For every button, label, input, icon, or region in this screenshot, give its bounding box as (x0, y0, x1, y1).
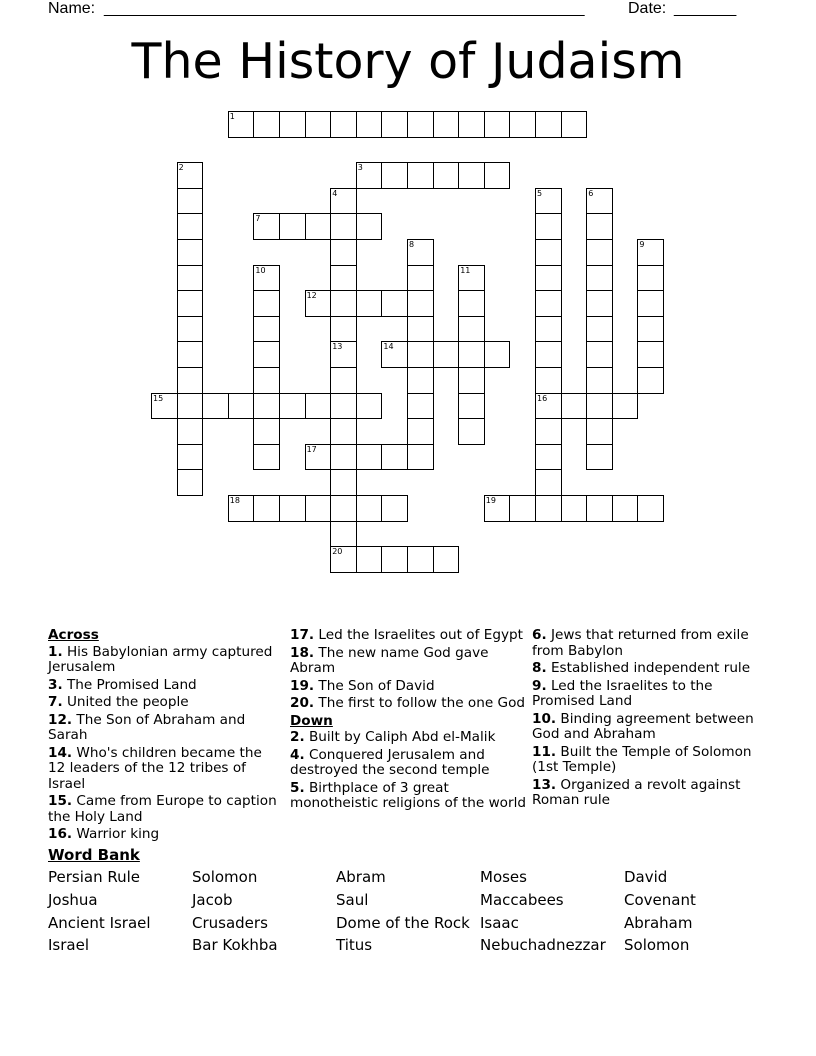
clue-text: Binding agreement between God and Abraham (532, 710, 754, 742)
crossword-cell[interactable] (279, 393, 306, 420)
clue-text: Built the Temple of Solomon (1st Temple) (532, 743, 752, 775)
crossword-cell[interactable] (279, 495, 306, 522)
crossword-cell[interactable] (356, 444, 383, 471)
crossword-cell[interactable] (330, 213, 357, 240)
clue-text: The first to follow the one God (318, 695, 526, 711)
crossword-cell[interactable] (509, 495, 536, 522)
crossword-cell[interactable] (535, 316, 562, 343)
crossword-cell[interactable] (228, 393, 255, 420)
clue-down-6 (532, 628, 762, 659)
crossword-cell[interactable] (381, 495, 408, 522)
clue-number-label: 14 (383, 342, 394, 352)
crossword-cell[interactable] (381, 341, 408, 368)
crossword-cell[interactable] (305, 290, 332, 317)
crossword-cell[interactable] (356, 495, 383, 522)
clue-number-label: 18 (229, 496, 240, 505)
clue-number-label: 20 (332, 547, 343, 557)
clue-across-3 (48, 678, 280, 694)
crossword-cell[interactable] (381, 111, 408, 138)
clue-down-5 (290, 781, 526, 812)
name-label: Name: (48, 0, 96, 17)
crossword-cell[interactable] (407, 265, 434, 292)
clue-across-7 (48, 695, 280, 711)
crossword-cell[interactable] (279, 111, 306, 138)
crossword-cell[interactable] (433, 111, 460, 138)
crossword-cell[interactable] (330, 367, 357, 394)
clue-text: The Son of Abraham and Sarah (48, 711, 246, 743)
clue-number: 18. (290, 644, 315, 661)
crossword-cell[interactable] (458, 162, 485, 189)
word-bank-item: Solomon (192, 868, 258, 886)
crossword-cell[interactable] (407, 290, 434, 317)
crossword-cell[interactable] (177, 316, 204, 343)
crossword-cell[interactable] (433, 341, 460, 368)
clue-across-1 (48, 645, 280, 676)
clue-across-20 (290, 696, 526, 712)
crossword-cell[interactable] (330, 265, 357, 292)
crossword-cell[interactable] (253, 444, 280, 471)
clues-column-3 (532, 628, 762, 811)
clue-text: His Babylonian army captured Jerusalem (48, 643, 273, 675)
crossword-cell[interactable] (637, 239, 664, 266)
crossword-cell[interactable] (305, 495, 332, 522)
crossword-cell[interactable] (177, 162, 204, 189)
word-bank-item: Titus (336, 936, 373, 955)
crossword-cell[interactable] (305, 111, 332, 138)
crossword-cell[interactable] (535, 111, 562, 138)
word-bank-item: Crusaders (192, 913, 268, 932)
down-heading: Down (290, 712, 333, 729)
crossword-cell[interactable] (177, 290, 204, 317)
crossword-cell[interactable] (458, 367, 485, 394)
word-bank-item: Nebuchadnezzar (480, 936, 606, 955)
crossword-cell[interactable] (356, 111, 383, 138)
clue-number: 19. (290, 677, 315, 694)
clue-number-label: 5 (537, 188, 543, 198)
crossword-cell[interactable] (637, 495, 664, 522)
crossword-cell[interactable] (458, 316, 485, 343)
clue-number: 20. (290, 695, 315, 711)
crossword-cell[interactable] (253, 367, 280, 394)
crossword-cell[interactable] (561, 111, 588, 138)
crossword-cell[interactable] (228, 495, 255, 522)
crossword-cell[interactable] (356, 162, 383, 189)
word-bank-list (48, 868, 768, 955)
crossword-cell[interactable] (458, 341, 485, 368)
clue-text: Warrior king (76, 826, 160, 842)
crossword-cell[interactable] (253, 213, 280, 240)
crossword-cell[interactable] (356, 546, 383, 573)
clue-number: 13. (532, 776, 557, 793)
crossword-cell[interactable] (407, 444, 434, 471)
clue-text: Led the Israelites to the Promised Land (532, 677, 713, 709)
crossword-cell[interactable] (151, 393, 178, 420)
word-bank-item: David (624, 868, 668, 886)
crossword-cell[interactable] (637, 316, 664, 343)
crossword-cell[interactable] (586, 213, 613, 240)
crossword-cell[interactable] (586, 418, 613, 445)
crossword-cell[interactable] (407, 367, 434, 394)
crossword-cell[interactable] (407, 111, 434, 138)
crossword-cell[interactable] (330, 316, 357, 343)
clue-number: 14. (48, 744, 73, 761)
crossword-cell[interactable] (253, 341, 280, 368)
crossword-cell[interactable] (330, 290, 357, 317)
crossword-cell[interactable] (561, 393, 588, 420)
crossword-cell[interactable] (253, 393, 280, 420)
clues-column-2 (290, 628, 526, 814)
clue-text: United the people (66, 694, 189, 710)
crossword-cell[interactable] (177, 444, 204, 471)
crossword-cell[interactable] (330, 546, 357, 573)
crossword-cell[interactable] (637, 265, 664, 292)
crossword-cell[interactable] (586, 316, 613, 343)
word-bank-item: Moses (480, 868, 527, 886)
crossword-cell[interactable] (177, 341, 204, 368)
clue-number-label: 7 (255, 214, 261, 224)
clue-number-label: 17 (306, 444, 317, 454)
clue-number: 16. (48, 826, 73, 842)
clue-number-label: 10 (255, 265, 266, 275)
crossword-cell[interactable] (535, 239, 562, 266)
clue-number: 4. (290, 746, 305, 763)
clue-number-label: 15 (153, 393, 164, 403)
word-bank-item: Solomon (624, 936, 690, 955)
crossword-cell[interactable] (228, 111, 255, 138)
word-bank-item: Saul (336, 890, 369, 909)
clue-down-4 (290, 748, 526, 779)
clues-column-1 (48, 628, 280, 845)
word-bank-item: Bar Kokhba (192, 936, 278, 955)
clue-across-12 (48, 713, 280, 744)
crossword-cell[interactable] (535, 469, 562, 496)
clue-number-label: 19 (485, 496, 496, 505)
crossword-cell[interactable] (637, 290, 664, 317)
clue-text: Led the Israelites out of Egypt (318, 627, 523, 643)
crossword-cell[interactable] (433, 162, 460, 189)
crossword-cell[interactable] (535, 290, 562, 317)
crossword-cell[interactable] (177, 418, 204, 445)
clue-number: 7. (48, 694, 63, 710)
crossword-cell[interactable] (586, 444, 613, 471)
crossword-cell[interactable] (586, 290, 613, 317)
crossword-cell[interactable] (407, 418, 434, 445)
crossword-cell[interactable] (484, 341, 511, 368)
crossword-cell[interactable] (535, 265, 562, 292)
crossword-cell[interactable] (407, 393, 434, 420)
crossword-cell[interactable] (586, 188, 613, 215)
crossword-cell[interactable] (458, 393, 485, 420)
crossword-cell[interactable] (637, 341, 664, 368)
crossword-cell[interactable] (177, 239, 204, 266)
clue-number: 6. (532, 627, 547, 643)
crossword-cell[interactable] (177, 393, 204, 420)
clue-text: The Promised Land (66, 676, 197, 693)
clue-text: The new name God gave Abram (290, 644, 489, 676)
crossword-cell[interactable] (637, 367, 664, 394)
clue-across-19 (290, 679, 526, 695)
clue-number: 5. (290, 779, 305, 796)
across-heading: Across (48, 627, 99, 643)
crossword-cell[interactable] (177, 188, 204, 215)
crossword-cell[interactable] (253, 111, 280, 138)
crossword-cell[interactable] (484, 111, 511, 138)
word-bank-item: Jacob (192, 890, 233, 909)
crossword-cell[interactable] (305, 444, 332, 471)
crossword-cell[interactable] (535, 213, 562, 240)
clue-down-13 (532, 778, 762, 809)
word-bank-item: Isaac (480, 913, 519, 932)
word-bank-item: Ancient Israel (48, 913, 151, 932)
crossword-cell[interactable] (330, 418, 357, 445)
clue-number-label: 1 (229, 112, 235, 121)
crossword-cell[interactable] (535, 188, 562, 215)
clue-down-10 (532, 712, 762, 743)
clue-down-11 (532, 745, 762, 776)
clue-number-label: 6 (588, 188, 594, 198)
word-bank-item: Joshua (48, 890, 98, 909)
crossword-cell[interactable] (305, 393, 332, 420)
crossword-cell[interactable] (356, 393, 383, 420)
crossword-cell[interactable] (177, 367, 204, 394)
clue-across-14 (48, 746, 280, 793)
crossword-cell[interactable] (458, 111, 485, 138)
clue-number-label: 3 (357, 163, 363, 173)
crossword-cell[interactable] (561, 495, 588, 522)
clue-text: Organized a revolt against Roman rule (532, 776, 741, 808)
crossword-cell[interactable] (458, 290, 485, 317)
clue-text: Who's children became the 12 leaders of the 12 tribes of Israel (48, 744, 262, 792)
clue-number: 12. (48, 711, 73, 728)
clue-number-label: 12 (306, 291, 317, 301)
clue-text: Came from Europe to caption the Holy Land (48, 793, 277, 825)
crossword-cell[interactable] (586, 495, 613, 522)
crossword-cell[interactable] (612, 393, 639, 420)
crossword-cell[interactable] (177, 469, 204, 496)
crossword-cell[interactable] (407, 316, 434, 343)
word-bank-item: Maccabees (480, 890, 564, 909)
clue-text: Built by Caliph Abd el-Malik (308, 729, 496, 745)
clue-number: 8. (532, 660, 547, 676)
crossword-cell[interactable] (586, 239, 613, 266)
clue-number: 9. (532, 677, 547, 694)
crossword-cell[interactable] (305, 213, 332, 240)
crossword-cell[interactable] (330, 111, 357, 138)
crossword-cell[interactable] (253, 265, 280, 292)
clue-text: Jews that returned from exile from Babylon (532, 627, 749, 659)
clue-text: Birthplace of 3 great monotheistic religions of the world (290, 779, 526, 811)
crossword-cell[interactable] (535, 341, 562, 368)
crossword-cell[interactable] (330, 469, 357, 496)
crossword-cell[interactable] (177, 265, 204, 292)
page-title: The History of Judaism (131, 33, 685, 90)
crossword-cell[interactable] (356, 290, 383, 317)
clue-down-2 (290, 730, 526, 746)
clue-number: 11. (532, 743, 557, 760)
clue-number-label: 4 (332, 188, 338, 198)
clue-across-18 (290, 646, 526, 677)
crossword-cell[interactable] (407, 239, 434, 266)
clue-number: 10. (532, 710, 557, 727)
clue-number: 3. (48, 676, 63, 693)
word-bank-item: Persian Rule (48, 868, 141, 886)
crossword-cell[interactable] (509, 111, 536, 138)
crossword-cell[interactable] (458, 265, 485, 292)
crossword-cell[interactable] (330, 341, 357, 368)
crossword-cell[interactable] (586, 367, 613, 394)
clue-number-label: 2 (178, 163, 184, 173)
crossword-cell[interactable] (586, 341, 613, 368)
crossword-cell[interactable] (381, 162, 408, 189)
clue-number: 2. (290, 729, 305, 745)
crossword-cell[interactable] (535, 418, 562, 445)
clue-number-label: 8 (409, 240, 415, 249)
crossword-cell[interactable] (535, 367, 562, 394)
clue-number: 17. (290, 627, 315, 643)
word-bank-item: Covenant (624, 890, 696, 909)
clue-text: The Son of David (318, 677, 435, 694)
crossword-cell[interactable] (279, 213, 306, 240)
word-bank-item: Dome of the Rock (336, 913, 470, 932)
crossword-cell[interactable] (381, 290, 408, 317)
crossword-cell[interactable] (586, 265, 613, 292)
name-field-line[interactable]: ______________________________________________________ (104, 0, 585, 17)
crossword-cell[interactable] (253, 418, 280, 445)
crossword-cell[interactable] (535, 495, 562, 522)
crossword-cell[interactable] (330, 444, 357, 471)
word-bank-heading: Word Bank (48, 846, 140, 864)
clue-text: Conquered Jerusalem and destroyed the second temple (290, 746, 490, 778)
crossword-cell[interactable] (586, 393, 613, 420)
date-label: Date: (628, 0, 667, 17)
clue-down-8 (532, 661, 762, 677)
crossword-cell[interactable] (433, 546, 460, 573)
word-bank (48, 846, 768, 955)
word-bank-item: Abraham (624, 913, 693, 932)
crossword-cell[interactable] (202, 393, 229, 420)
clue-number-label: 11 (460, 265, 471, 275)
clue-number-label: 16 (537, 393, 548, 403)
clue-across-15 (48, 794, 280, 825)
crossword-cell[interactable] (484, 495, 511, 522)
date-field-line[interactable]: _______ (674, 0, 737, 17)
crossword-cell[interactable] (253, 495, 280, 522)
clue-down-9 (532, 679, 762, 710)
crossword-cell[interactable] (253, 316, 280, 343)
crossword-cell[interactable] (407, 546, 434, 573)
clue-number: 15. (48, 793, 73, 809)
clue-number-label: 9 (639, 240, 645, 249)
clue-across-17 (290, 628, 526, 644)
crossword-cell[interactable] (458, 418, 485, 445)
crossword-cell[interactable] (330, 521, 357, 548)
clue-text: Established independent rule (550, 660, 751, 676)
crossword-cell[interactable] (330, 239, 357, 266)
crossword-cell[interactable] (330, 188, 357, 215)
crossword-cell[interactable] (484, 162, 511, 189)
crossword-cell[interactable] (356, 213, 383, 240)
word-bank-item: Israel (48, 936, 89, 955)
crossword-cell[interactable] (253, 290, 280, 317)
crossword-cell[interactable] (330, 495, 357, 522)
crossword-cell[interactable] (612, 495, 639, 522)
word-bank-item: Abram (336, 868, 386, 886)
crossword-cell[interactable] (381, 444, 408, 471)
crossword-cell[interactable] (407, 162, 434, 189)
clue-number-label: 13 (332, 342, 343, 352)
clue-number: 1. (48, 643, 63, 660)
crossword-cell[interactable] (407, 341, 434, 368)
crossword-cell[interactable] (177, 213, 204, 240)
crossword-cell[interactable] (330, 393, 357, 420)
crossword-cell[interactable] (381, 546, 408, 573)
crossword-cell[interactable] (535, 393, 562, 420)
crossword-cell[interactable] (535, 444, 562, 471)
clue-across-16 (48, 827, 280, 843)
